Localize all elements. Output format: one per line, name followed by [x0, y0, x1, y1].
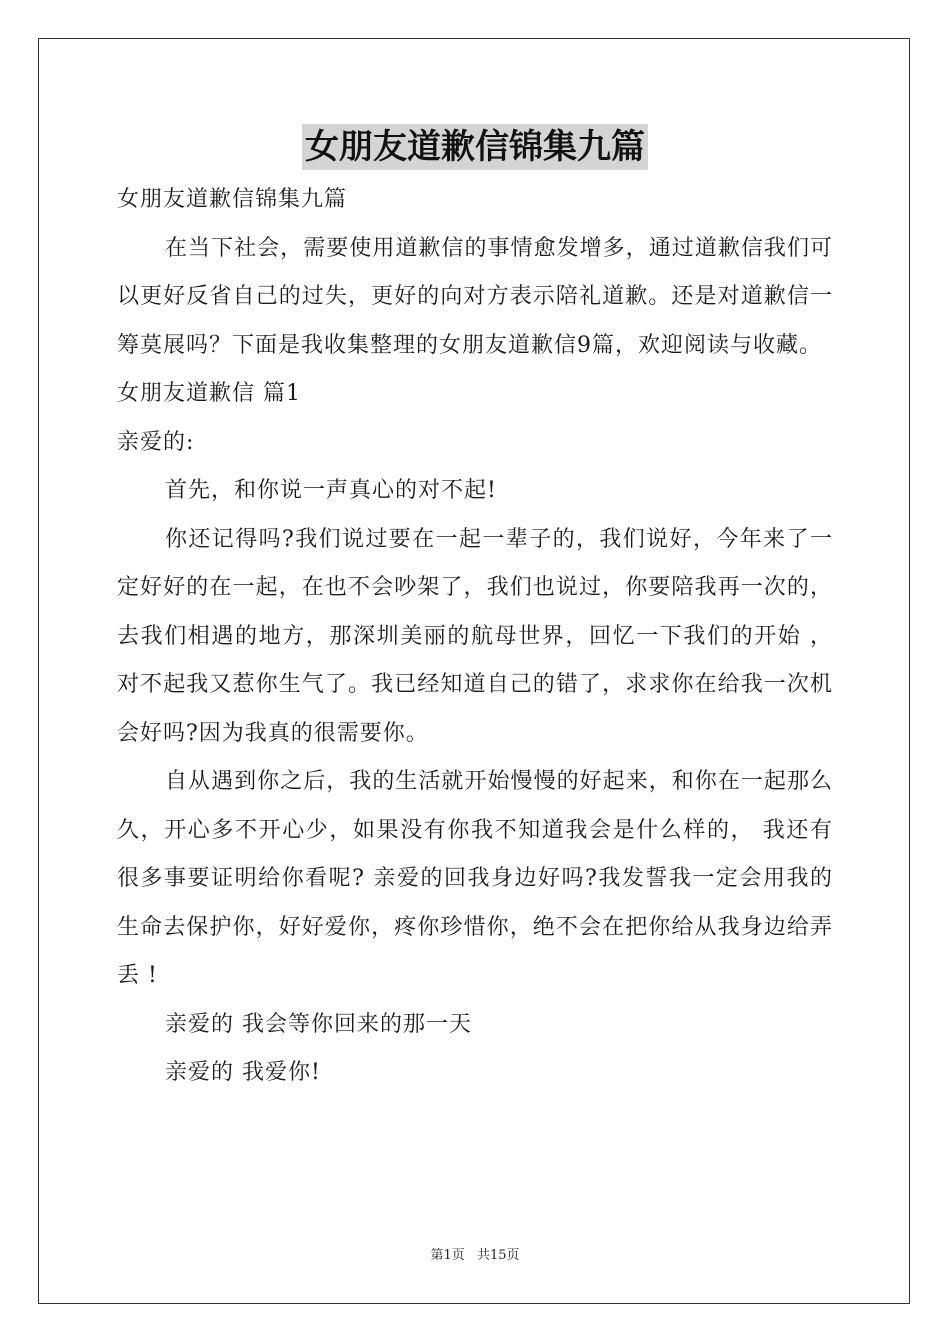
subtitle-line: 女朋友道歉信锦集九篇	[117, 187, 348, 212]
body-paragraph: 亲爱的 我会等你回来的那一天	[165, 1011, 472, 1037]
page-footer	[0, 1244, 950, 1263]
body-paragraph: 首先，和你说一声真心的对不起!	[165, 478, 497, 503]
body-paragraph: 亲爱的 我爱你!	[165, 1060, 321, 1085]
salutation: 亲爱的:	[117, 429, 195, 455]
body-paragraph: 自从遇到你之后，我的生活就开始慢慢的好起来，和你在一起那么久，开心多不开心少，如果没有你我不知道我会是什么样的， 我还有很多事要证明给你看呢? 亲爱的回我身边好吗?我发誓我一定会用我的生命去保护你，好好爱你，疼你珍惜你，绝不会在把你给从我身边给弄丢 !	[117, 769, 833, 988]
document-title: 女朋友道歉信锦集九篇	[302, 124, 648, 170]
body-paragraph: 你还记得吗?我们说过要在一起一辈子的，我们说好，今年来了一定好好的在一起，在也不会吵架了，我们也说过，你要陪我再一次的，去我们相遇的地方，那深圳美丽的航母世界，回忆一下我们的开始 ，对不起我又惹你生气了。我已经知道自己的错了，求求你在给我一次机会好吗?因为我真的很需要你。	[117, 526, 833, 746]
document-body	[117, 176, 833, 1098]
intro-paragraph: 在当下社会，需要使用道歉信的事情愈发增多，通过道歉信我们可以更好反省自己的过失，更好的向对方表示陪礼道歉。还是对道歉信一筹莫展吗？下面是我收集整理的女朋友道歉信9篇，欢迎阅读与收藏。	[117, 235, 833, 358]
page-number: 第1页	[430, 1248, 465, 1263]
section-heading: 女朋友道歉信 篇1	[117, 381, 301, 406]
page-total: 共15页	[476, 1248, 520, 1263]
title-container	[0, 124, 950, 170]
